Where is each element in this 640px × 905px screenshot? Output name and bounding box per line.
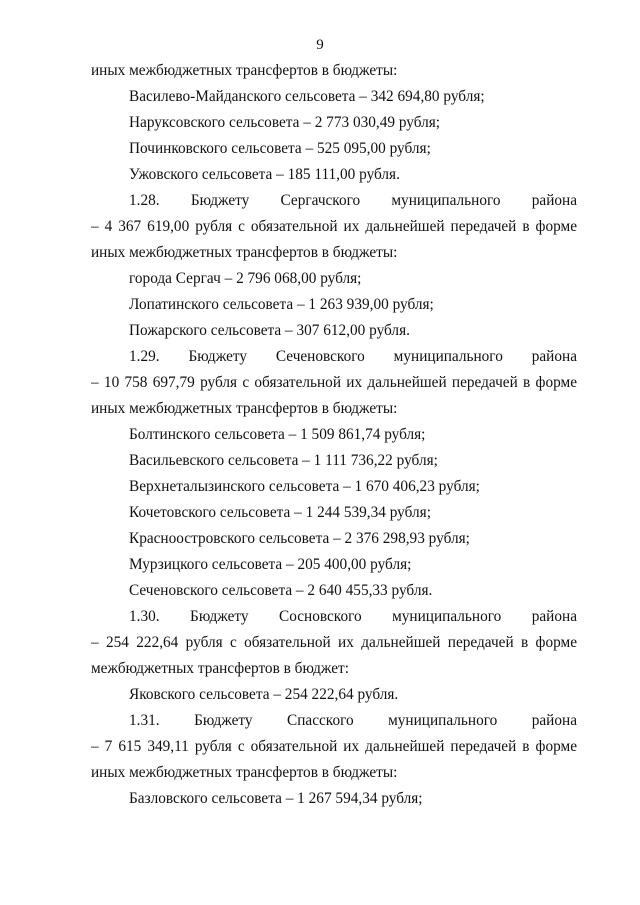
- text-line-cont: иных межбюджетных трансфертов в бюджеты:: [91, 244, 398, 261]
- text-line-cont: межбюджетных трансфертов в бюджет:: [91, 660, 349, 677]
- text-line-sub: Красноостровского сельсовета – 2 376 298,93 рубля;: [129, 530, 470, 547]
- text-line-head: 1.30. Бюджету Сосновского муниципального района: [129, 608, 577, 625]
- text-line-head: 1.31. Бюджету Спасского муниципального района: [129, 712, 577, 729]
- text-line-head: 1.28. Бюджету Сергачского муниципального района: [129, 192, 577, 209]
- text-line-cont: иных межбюджетных трансфертов в бюджеты:: [91, 400, 398, 417]
- text-line-sub: Наруксовского сельсовета – 2 773 030,49 рубля;: [129, 114, 441, 131]
- text-line-sub: Болтинского сельсовета – 1 509 861,74 рубля;: [129, 426, 426, 443]
- text-line-sub: Лопатинского сельсовета – 1 263 939,00 рубля;: [129, 296, 434, 313]
- text-line-sub: Сеченовского сельсовета – 2 640 455,33 рубля.: [129, 582, 433, 599]
- page-number: 9: [316, 37, 324, 53]
- text-line-sub: Пожарского сельсовета – 307 612,00 рубля.: [129, 322, 410, 339]
- text-line-cont: иных межбюджетных трансфертов в бюджеты:: [91, 764, 398, 781]
- text-line-spread: – 4 367 619,00 рубля с обязательной их дальнейшей передачей в форме: [91, 218, 577, 235]
- text-line-spread: – 7 615 349,11 рубля с обязательной их дальнейшей передачей в форме: [91, 738, 577, 755]
- text-line-head: 1.29. Бюджету Сеченовского муниципального района: [129, 348, 577, 365]
- text-line-spread: – 10 758 697,79 рубля с обязательной их дальнейшей передачей в форме: [91, 374, 577, 391]
- document-body: [91, 58, 577, 812]
- text-line-sub: Починковского сельсовета – 525 095,00 рубля;: [129, 140, 431, 157]
- text-line-sub: города Сергач – 2 796 068,00 рубля;: [129, 270, 362, 287]
- text-line-sub: Ужовского сельсовета – 185 111,00 рубля.: [129, 166, 400, 183]
- text-line-sub: Базловского сельсовета – 1 267 594,34 рубля;: [129, 790, 423, 807]
- text-line-spread: – 254 222,64 рубля с обязательной их дальнейшей передачей в форме: [91, 634, 577, 651]
- text-line-sub: Яковского сельсовета – 254 222,64 рубля.: [129, 686, 399, 703]
- text-line-cont: иных межбюджетных трансфертов в бюджеты:: [91, 62, 398, 79]
- text-line-sub: Василево-Майданского сельсовета – 342 694,80 рубля;: [129, 88, 485, 105]
- text-line-sub: Верхнеталызинского сельсовета – 1 670 406,23 рубля;: [129, 478, 480, 495]
- text-line-sub: Мурзицкого сельсовета – 205 400,00 рубля;: [129, 556, 412, 573]
- text-line-sub: Васильевского сельсовета – 1 111 736,22 рубля;: [129, 452, 438, 469]
- text-line-sub: Кочетовского сельсовета – 1 244 539,34 рубля;: [129, 504, 431, 521]
